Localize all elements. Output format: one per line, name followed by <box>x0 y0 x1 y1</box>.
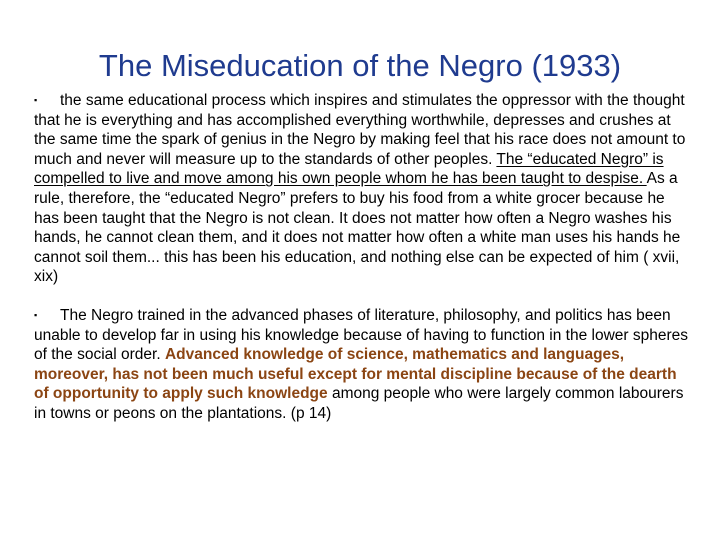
bullet-2-highlighted-text: Advanced knowledge of science, mathematics and languages, moreover, has not been much useful except for mental discipline because of the dearth of opportunity to apply such knowledge <box>34 346 677 403</box>
slide-content <box>34 91 690 424</box>
bullet-1-text-b: As a rule, therefore, the “educated Negro” prefers to buy his food from a white grocer because he has been taught that the Negro is not clean. It does not matter how often a Negro washes his hands, he cannot clean them, and it does not matter how often a white man uses his hands he cannot soil them... this has been his education, and nothing else can be expected of him ( xvii, xix) <box>34 170 681 286</box>
bullet-2-text-a: The Negro trained in the advanced phases of literature, philosophy, and politics has been unable to develop far in using his knowledge because of having to function in the lower spheres of the social order. <box>34 306 689 364</box>
bullet-1-underlined-text: The “educated Negro” is compelled to live and move among his own people whom he has been taught to despise. <box>34 150 664 188</box>
bullet-2-text-b: among people who were largely common labourers in towns or peons on the plantations. (p 14) <box>34 385 684 422</box>
slide-title: The Miseducation of the Negro (1933) <box>98 48 622 83</box>
square-bullet-icon: ▪ <box>34 95 38 105</box>
bullet-item-2 <box>34 306 690 424</box>
square-bullet-icon: ▪ <box>34 309 38 320</box>
bullet-item-1 <box>34 91 690 287</box>
bullet-1-text-a: the same educational process which inspires and stimulates the oppressor with the thought that he is everything and has accomplished everything worthwhile, depresses and crushes at the same time the spark of genius in the Negro by making feel that his race does not amount to much and never will measure up to the standards of other peoples. <box>34 92 686 168</box>
